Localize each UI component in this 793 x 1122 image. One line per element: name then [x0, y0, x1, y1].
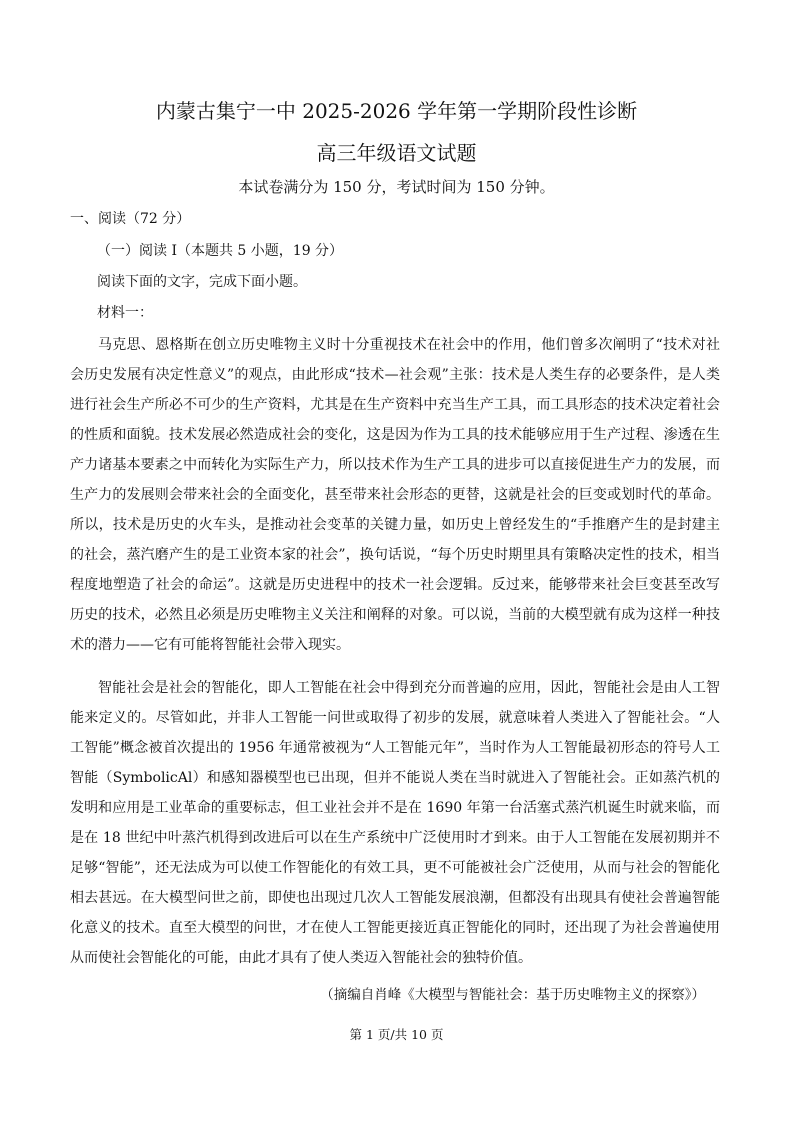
passage-paragraph: 智能社会是社会的智能化，即人工智能在社会中得到充分而普遍的应用，因此，智能社会是由人工智能来定义的。尽管如此，并非人工智能一问世或取得了初步的发展，就意味着人类进入了智能社会。“人工智能”概念被首次提出的 1956 年通常被视为“人工智能元年”，当时作为人工智能最初形态的符号人工智能（SymbolicAl）和感知器模型也已出现，但并不能说人类在当时就进入了智能社会。正如蒸汽机的发明和应用是工业革命的重要标志，但工业社会并不是在 1690 年第一台活塞式蒸汽机诞生时就来临，而是在 18 世纪中叶蒸汽机得到改进后可以在生产系统中广泛使用时才到来。由于人工智能在发展初期并不足够“智能”，还无法成为可以使工作智能化的有效工具，更不可能被社会广泛使用，从而与社会的智能化相去甚远。在大模型问世之前，即使也出现过几次人工智能发展浪潮，但都没有出现具有使社会普遍智能化意义的技术。直至大模型的问世，才在使人工智能更接近真正智能化的同时，还出现了为社会普遍使用从而使社会智能化的可能，由此才具有了使人类迈入智能社会的独特价值。 — [70, 680, 720, 966]
exam-title: 内蒙古集宁一中 2025-2026 学年第一学期阶段性诊断 — [155, 99, 638, 123]
section-heading: 一、阅读（72 分） — [70, 211, 191, 227]
material-label: 材料一： — [97, 305, 153, 321]
exam-info: 本试卷满分为 150 分，考试时间为 150 分钟。 — [238, 178, 555, 196]
exam-subtitle: 高三年级语文试题 — [316, 141, 477, 165]
passage-paragraph: 马克思、恩格斯在创立历史唯物主义时十分重视技术在社会中的作用，他们曾多次阐明了“技术对社会历史发展有决定性意义”的观点，由此形成“技术—社会观”主张：技术是人类生存的必要条件，是人类进行社会生产所必不可少的生产资料，尤其是在生产资料中充当生产工具，而工具形态的技术决定着社会的性质和面貌。技术发展必然造成社会的变化，这是因为作为工具的技术能够应用于生产过程、渗透在生产力诸基本要素之中而转化为实际生产力，所以技术作为生产工具的进步可以直接促进生产力的发展，而生产力的发展则会带来社会的全面变化，甚至带来社会形态的更替，这就是社会的巨变或划时代的革命。所以，技术是历史的火车头，是推动社会变革的关键力量，如历史上曾经发生的“手推磨产生的是封建主的社会，蒸汽磨产生的是工业资本家的社会”，换句话说，“每个历史时期里具有策略决定性的技术，相当程度地塑造了社会的命运”。这就是历史进程中的技术一社会逻辑。反过来，能够带来社会巨变甚至改写历史的技术，必然且必须是历史唯物主义关注和阐释的对象。可以说，当前的大模型就有成为这样一种技术的潜力——它有可能将智能社会带入现实。 — [70, 337, 720, 653]
passage-source: （摘编自肖峰《大模型与智能社会：基于历史唯物主义的探察》） — [320, 987, 705, 1003]
reading-instruction: 阅读下面的文字，完成下面小题。 — [97, 274, 307, 290]
subsection-heading: （一）阅读 I（本题共 5 小题，19 分） — [97, 243, 344, 259]
page-indicator: 第 1 页/共 10 页 — [349, 1027, 444, 1042]
